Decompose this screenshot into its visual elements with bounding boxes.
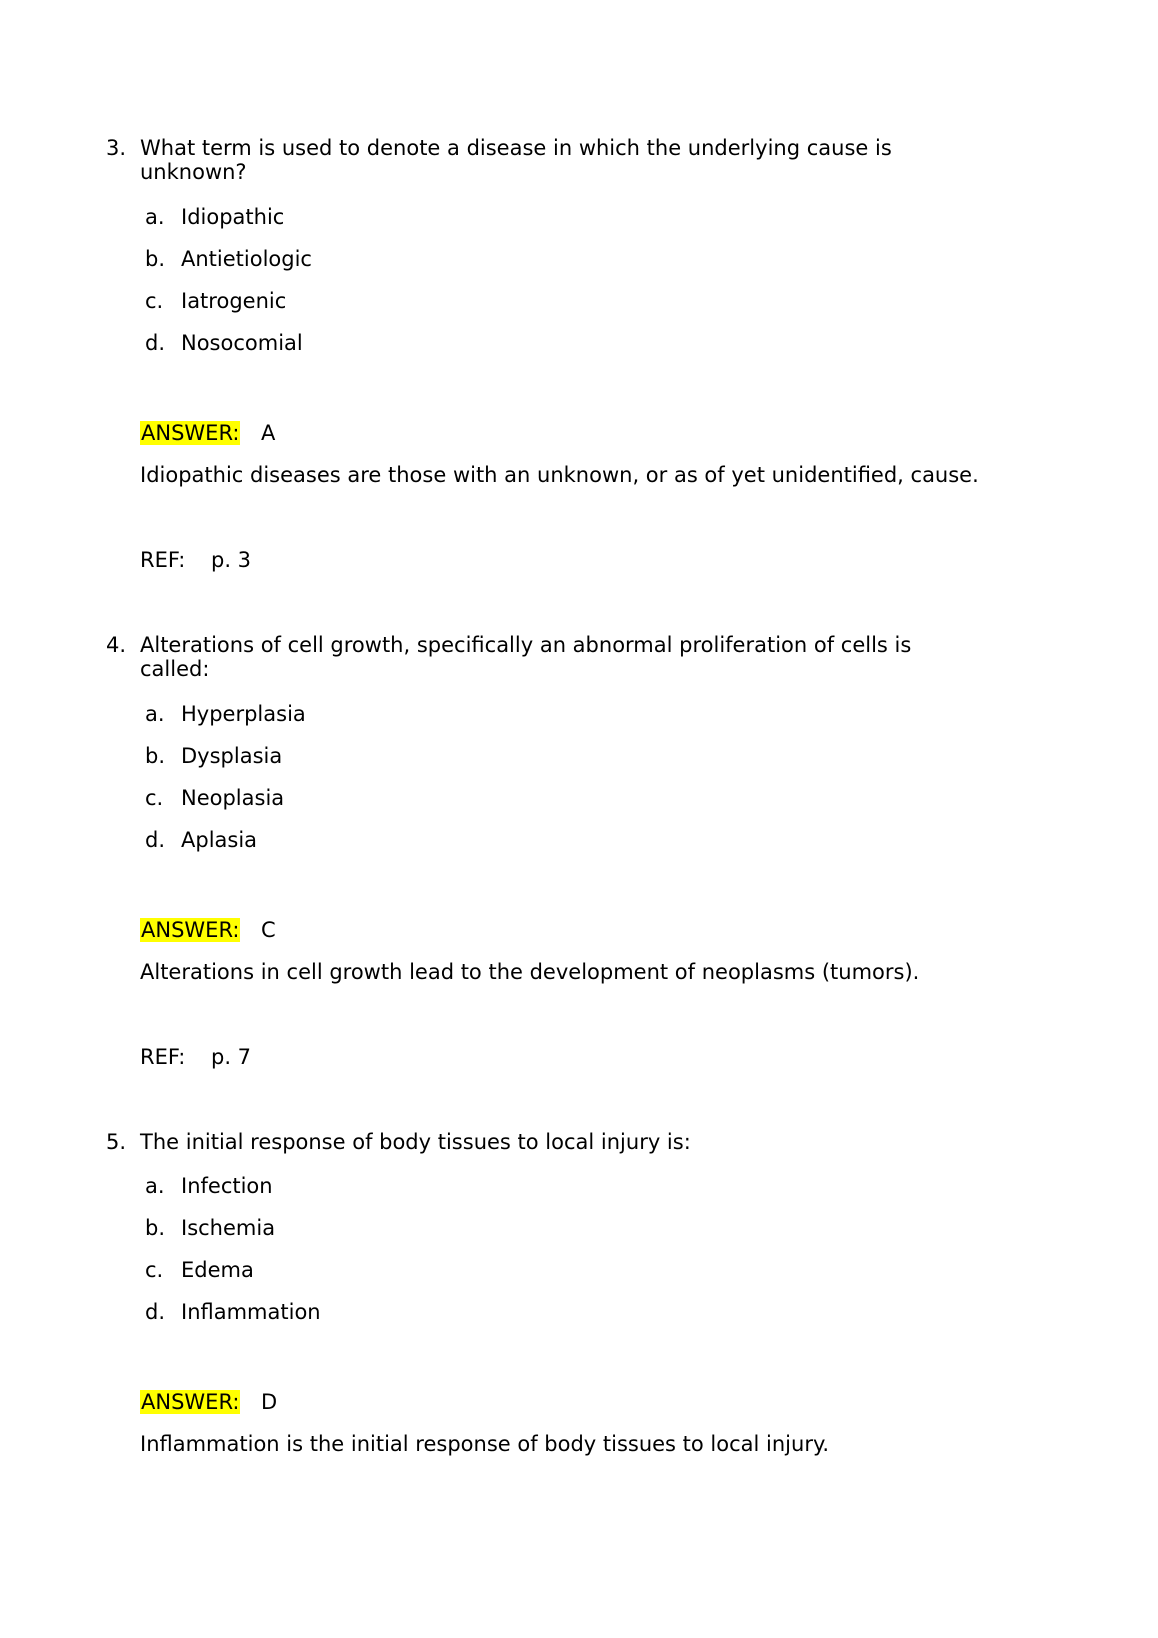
ref-label: REF: (140, 1045, 186, 1069)
choice-text: Nosocomial (181, 331, 303, 355)
choice-text: Edema (181, 1258, 254, 1282)
choice-letter: d. (145, 828, 166, 852)
answer-label: ANSWER: (141, 918, 240, 942)
answer-explanation: Inflammation is the initial response of body tissues to local injury. (140, 1432, 830, 1456)
choice-text: Ischemia (181, 1216, 276, 1240)
ref-label: REF: (140, 548, 186, 572)
answer-label: ANSWER: (141, 1390, 240, 1414)
choice-text: Dysplasia (181, 744, 283, 768)
question-text: The initial response of body tissues to local injury is: (140, 1130, 691, 1154)
question-text: What term is used to denote a disease in which the underlying cause is unknown? (140, 136, 892, 184)
choice-letter: c. (145, 289, 164, 313)
choice-letter: b. (145, 247, 166, 271)
choice-text: Aplasia (181, 828, 258, 852)
choice-text: Hyperplasia (181, 702, 306, 726)
question-number: 3. (106, 136, 127, 160)
choice-text: Iatrogenic (181, 289, 287, 313)
ref-value: p. 3 (211, 548, 252, 572)
choice-letter: b. (145, 1216, 166, 1240)
choice-text: Infection (181, 1174, 273, 1198)
answer-label: ANSWER: (141, 421, 240, 445)
choice-text: Inflammation (181, 1300, 321, 1324)
choice-letter: c. (145, 1258, 164, 1282)
question-number: 4. (106, 633, 127, 657)
answer-explanation: Alterations in cell growth lead to the development of neoplasms (tumors). (140, 960, 920, 984)
ref-value: p. 7 (211, 1045, 252, 1069)
choice-letter: d. (145, 1300, 166, 1324)
choice-text: Neoplasia (181, 786, 285, 810)
question-number: 5. (106, 1130, 127, 1154)
answer-value: A (261, 421, 276, 445)
choice-text: Idiopathic (181, 205, 285, 229)
choice-letter: a. (145, 1174, 165, 1198)
choice-letter: a. (145, 702, 165, 726)
choice-letter: a. (145, 205, 165, 229)
choice-letter: c. (145, 786, 164, 810)
choice-text: Antietiologic (181, 247, 312, 271)
choice-letter: b. (145, 744, 166, 768)
answer-explanation: Idiopathic diseases are those with an unknown, or as of yet unidentified, cause. (140, 463, 979, 487)
answer-value: C (261, 918, 276, 942)
choice-letter: d. (145, 331, 166, 355)
answer-value: D (261, 1390, 278, 1414)
question-text: Alterations of cell growth, specifically an abnormal proliferation of cells is called: (140, 633, 912, 681)
